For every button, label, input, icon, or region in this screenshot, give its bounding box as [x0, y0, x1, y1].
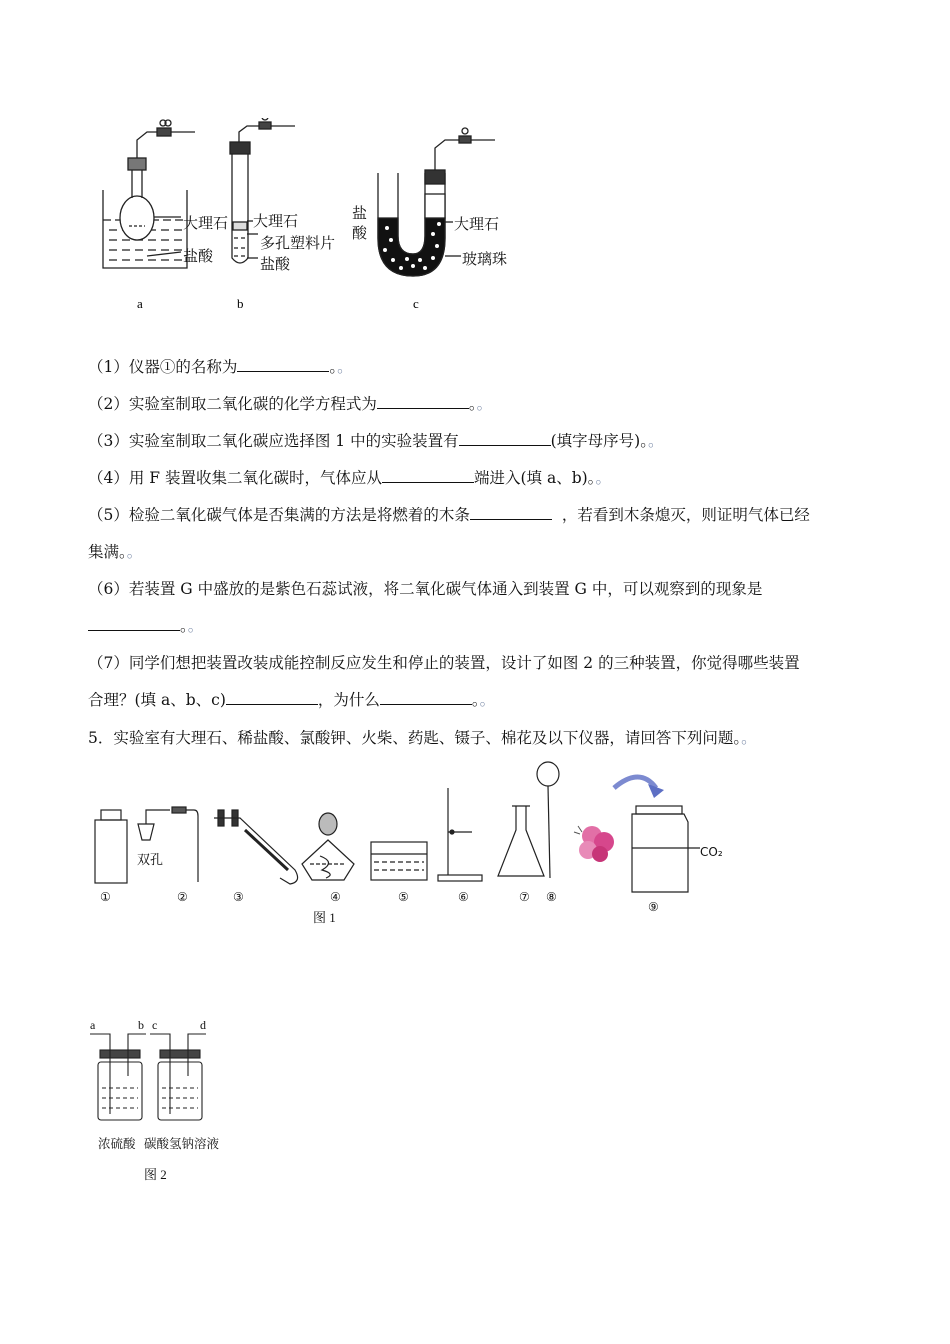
instruments-figure-1 [80, 760, 740, 930]
apparatus-a [103, 120, 195, 268]
funnel-icon [537, 762, 559, 878]
number-3: ③ [233, 890, 244, 904]
bent-tube-icon [214, 810, 298, 884]
number-4: ④ [330, 890, 341, 904]
label-sodium-bicarbonate: 碳酸氢钠溶液 [144, 1136, 220, 1151]
answer-blank[interactable] [382, 467, 474, 483]
label-co2: CO₂ [700, 845, 723, 859]
number-8: ⑧ [546, 890, 557, 904]
question-2: （2）实验室制取二氧化碳的化学方程式为 。。 [88, 395, 493, 413]
number-2: ② [177, 890, 188, 904]
label-b-marble: 大理石 [253, 212, 299, 230]
figure-1-caption: 图 1 [313, 910, 336, 925]
answer-blank[interactable] [459, 430, 551, 446]
port-b: b [138, 1018, 144, 1032]
question-1: （1）仪器①的名称为 。。 [88, 358, 353, 376]
label-double-hole: 双孔 [137, 853, 164, 868]
number-6: ⑥ [458, 890, 469, 904]
flower-icon [574, 826, 614, 862]
wash-bottles-figure-2 [88, 1026, 218, 1126]
number-9: ⑨ [648, 900, 659, 914]
question-7-cont: 合理？(填 a、b、c) ，为什么 。。 [88, 691, 496, 709]
number-5: ⑤ [398, 890, 409, 904]
stopper-tube-icon [138, 807, 198, 882]
answer-blank[interactable] [237, 356, 329, 372]
answer-blank[interactable] [226, 689, 318, 705]
number-7: ⑦ [519, 890, 530, 904]
question-6-cont: 。。 [88, 615, 203, 637]
question-5-cont: 集满。。 [88, 543, 143, 561]
label-b-plate: 多孔塑料片 [260, 234, 336, 252]
label-conc-sulfuric-acid: 浓硫酸 [98, 1136, 136, 1151]
trough-icon [371, 842, 427, 880]
caption-b: b [237, 296, 244, 311]
label-a-acid: 盐酸 [183, 247, 214, 265]
caption-a: a [137, 296, 143, 311]
gas-jar-icon [632, 806, 700, 892]
question-4: （4）用 F 装置收集二氧化碳时，气体应从 端进入(填 a、b)。。 [88, 469, 611, 487]
answer-blank[interactable] [380, 689, 472, 705]
answer-blank[interactable] [88, 615, 180, 631]
label-c-beads: 玻璃珠 [462, 250, 508, 268]
port-d: d [200, 1018, 206, 1032]
iron-stand-icon [438, 788, 482, 881]
port-a: a [90, 1018, 96, 1032]
label-c-marble: 大理石 [454, 215, 500, 233]
question-3: （3）实验室制取二氧化碳应选择图 1 中的实验装置有 (填字母序号)。。 [88, 432, 664, 450]
question-5-heading: 5．实验室有大理石、稀盐酸、氯酸钾、火柴、药匙、镊子、棉花及以下仪器，请回答下列问题。。 [88, 729, 757, 747]
answer-blank[interactable] [377, 393, 469, 409]
label-a-marble: 大理石 [183, 214, 229, 232]
conical-flask-icon [498, 806, 544, 876]
port-c: c [152, 1018, 158, 1032]
wash-bottle-2 [150, 1034, 206, 1120]
question-7: （7）同学们想把装置改装成能控制反应发生和停止的装置，设计了如图 2 的三种装置，你觉得哪些装置 [88, 654, 800, 672]
curved-arrow-icon [614, 777, 664, 798]
wash-bottle-1 [90, 1034, 146, 1120]
label-b-acid: 盐酸 [260, 255, 291, 273]
question-5: （5）检验二氧化碳气体是否集满的方法是将燃着的木条 ，若看到木条熄灭，则证明气体已经 [88, 506, 810, 524]
number-1: ① [100, 890, 111, 904]
caption-c: c [413, 296, 419, 311]
answer-blank[interactable] [470, 504, 552, 520]
figure-2-caption: 图 2 [144, 1167, 167, 1182]
alcohol-lamp-icon [302, 813, 354, 880]
question-6: （6）若装置 G 中盛放的是紫色石蕊试液，将二氧化碳气体通入到装置 G 中，可以观察到的现象是 [88, 580, 763, 598]
bottle-icon [95, 810, 127, 883]
label-c-acid: 盐酸 [352, 204, 368, 242]
